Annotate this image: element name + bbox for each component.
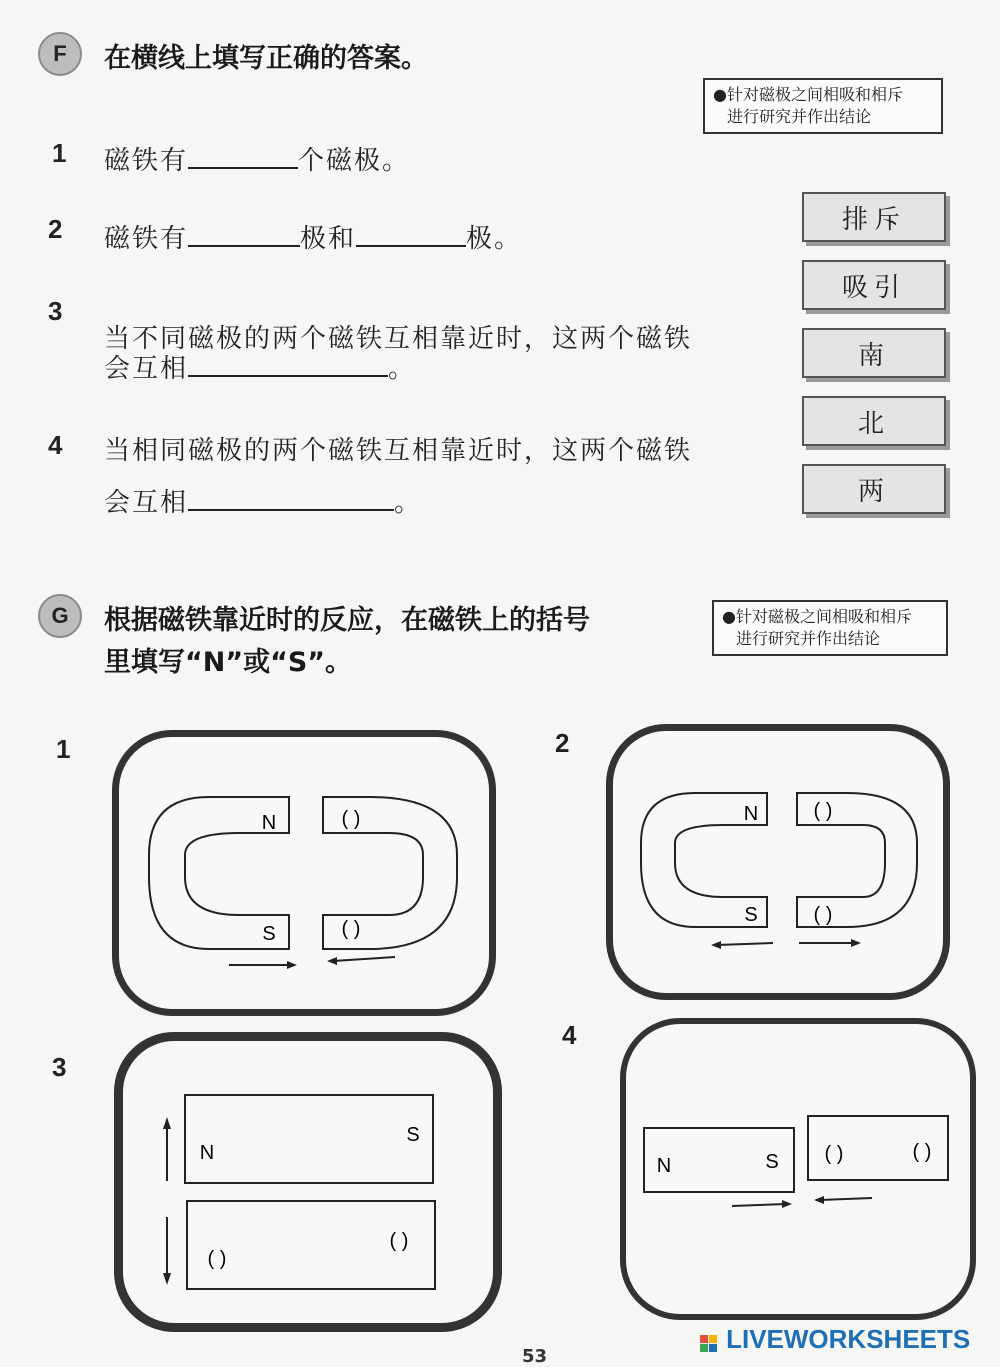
section-f-badge: F (38, 32, 82, 76)
pole-answer-bracket[interactable]: ( ) (341, 918, 361, 940)
question-3-line1: 当不同磁极的两个磁铁互相靠近时，这两个磁铁 (104, 324, 693, 354)
section-f-objective: ●针对磁极之间相吸和相斥 进行研究并作出结论 (703, 78, 943, 134)
question-3-number: 3 (48, 296, 63, 326)
question-1-number: 1 (52, 138, 67, 168)
pole-answer-bracket[interactable]: ( ) (813, 904, 833, 926)
arrowhead-icon (851, 939, 861, 947)
panel-1-number: 1 (56, 734, 71, 764)
answer-blank-3[interactable] (188, 374, 388, 377)
pole-answer-bracket[interactable]: ( ) (912, 1141, 932, 1163)
section-f-title: 在横线上填写正确的答案。 (104, 43, 428, 74)
answer-blank-4[interactable] (188, 508, 394, 511)
answer-blank-2a[interactable] (188, 244, 300, 247)
pole-answer-bracket[interactable]: ( ) (341, 808, 361, 830)
arrowhead-icon (327, 957, 337, 965)
question-3-line2: 会互相 。 (104, 354, 417, 384)
arrow-right-icon (732, 1204, 786, 1206)
word-bank-item[interactable]: 两 (802, 464, 946, 514)
pole-answer-bracket[interactable]: ( ) (389, 1230, 409, 1252)
bullet-icon: ● (713, 85, 727, 104)
section-g-badge: G (38, 594, 82, 638)
panel-1-diagram (119, 737, 489, 1009)
page-number: 53 (522, 1346, 548, 1367)
word-bank-item[interactable]: 吸引 (802, 260, 946, 310)
logo-mark-icon (700, 1335, 717, 1352)
pole-label: S (406, 1124, 420, 1146)
panel-4-number: 4 (562, 1020, 577, 1050)
arrowhead-icon (287, 961, 297, 969)
arrowhead-icon (163, 1273, 171, 1285)
pole-answer-bracket[interactable]: ( ) (813, 800, 833, 822)
word-bank-item[interactable]: 排斥 (802, 192, 946, 242)
bar-magnet-top (185, 1095, 433, 1183)
pole-label: N (261, 812, 277, 834)
section-g-objective: ●针对磁极之间相吸和相斥 进行研究并作出结论 (712, 600, 948, 656)
question-4-number: 4 (48, 430, 63, 460)
arrow-left-icon (333, 957, 395, 961)
panel-4-frame (620, 1018, 976, 1320)
arrow-left-icon (820, 1198, 872, 1200)
question-4-line1: 当相同磁极的两个磁铁互相靠近时，这两个磁铁 (104, 436, 693, 466)
word-bank-item[interactable]: 南 (802, 328, 946, 378)
panel-3-frame (114, 1032, 502, 1332)
brand-logo: LIVEWORKSHEETS (700, 1324, 970, 1355)
question-1-text: 磁铁有 个磁极。 (104, 146, 411, 176)
panel-1-frame (112, 730, 496, 1016)
arrowhead-icon (163, 1117, 171, 1129)
pole-label: S (744, 904, 758, 926)
question-2-number: 2 (48, 214, 63, 244)
pole-label: S (765, 1151, 779, 1173)
pole-label: N (743, 803, 759, 825)
section-g-title-line1: 根据磁铁靠近时的反应，在磁铁上的括号 (104, 605, 590, 636)
arrow-left-icon (717, 943, 773, 945)
arrowhead-icon (782, 1200, 792, 1208)
pole-answer-bracket[interactable]: ( ) (824, 1143, 844, 1165)
arrowhead-icon (711, 941, 721, 949)
pole-answer-bracket[interactable]: ( ) (207, 1248, 227, 1270)
bullet-icon: ● (722, 607, 736, 626)
section-g-title-line2: 里填写“N”或“S”。 (104, 647, 353, 678)
pole-label: N (656, 1155, 672, 1177)
panel-2-number: 2 (555, 728, 570, 758)
panel-4-diagram (626, 1024, 970, 1314)
panel-2-diagram (613, 731, 943, 993)
pole-label: N (199, 1142, 215, 1164)
pole-label: S (262, 923, 276, 945)
word-bank-item[interactable]: 北 (802, 396, 946, 446)
question-2-text: 磁铁有 极和 极。 (104, 224, 523, 254)
panel-3-diagram (123, 1041, 493, 1323)
question-4-line2: 会互相 。 (104, 488, 423, 518)
answer-blank-2b[interactable] (356, 244, 466, 247)
panel-2-frame (606, 724, 950, 1000)
panel-3-number: 3 (52, 1052, 67, 1082)
answer-blank-1[interactable] (188, 166, 298, 169)
arrowhead-icon (814, 1196, 824, 1204)
